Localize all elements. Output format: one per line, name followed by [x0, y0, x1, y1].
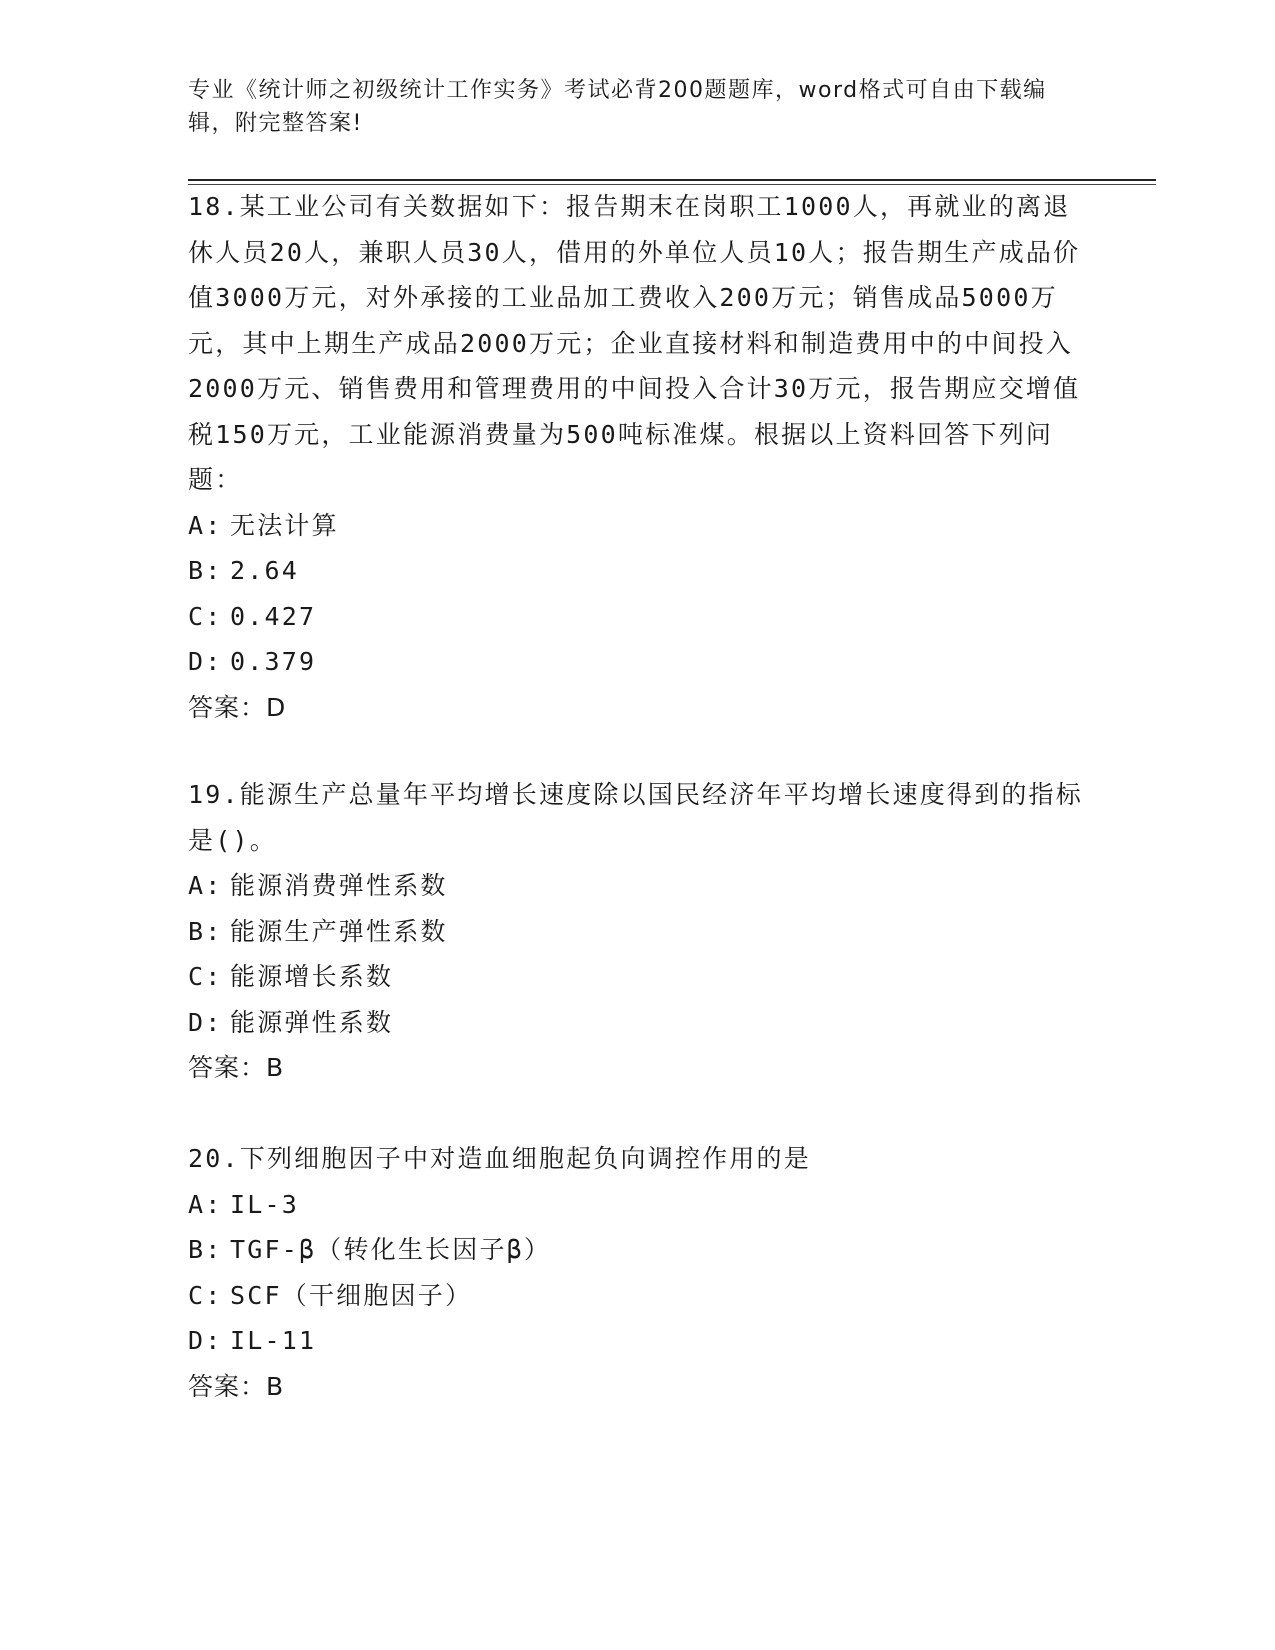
option-text: IL-3 [230, 1189, 300, 1219]
option-text: 无法计算 [230, 510, 339, 540]
option-key: D: [188, 647, 223, 676]
option-d [188, 1318, 1088, 1364]
option-text: IL-11 [230, 1326, 317, 1355]
document-header [188, 74, 1068, 140]
question-18 [188, 184, 1088, 730]
option-text: 能源弹性系数 [230, 1007, 394, 1037]
option-b [188, 548, 1088, 594]
option-text: 0.379 [230, 647, 317, 676]
option-text: 能源消费弹性系数 [230, 871, 448, 900]
option-key: A: [188, 871, 223, 900]
option-a [188, 863, 1088, 909]
option-text: 0.427 [230, 601, 317, 631]
option-c [188, 1273, 1088, 1319]
header-divider-thick [188, 179, 1156, 181]
question-stem: 19.能源生产总量年平均增长速度除以国民经济年平均增长速度得到的指标是()。 [188, 780, 1083, 855]
option-key: C: [188, 962, 223, 991]
question-stem: 18.某工业公司有关数据如下：报告期末在岗职工1000人，再就业的离退休人员20人，兼职人员30人，借用的外单位人员10人；报告期生产成品价值3000万元，对外承接的工业品加工费收入200万元；销售成品5000万元，其中上期生产成品2000万元；企业直接材料和制造费用中的中间投入2000万元、销售费用和管理费用的中间投入合计30万元，报告期应交增值税150万元，工业能源消费量为500吨标准煤。根据以上资料回答下列问题： [188, 192, 1081, 494]
option-c [188, 954, 1088, 1000]
option-key: A: [188, 1189, 223, 1219]
option-key: B: [188, 916, 223, 946]
question-19 [188, 772, 1088, 1091]
option-key: D: [188, 1326, 223, 1355]
answer-line: 答案：D [188, 692, 287, 722]
option-b [188, 1227, 1088, 1273]
option-text: SCF（干细胞因子） [230, 1280, 473, 1310]
question-20 [188, 1136, 1088, 1409]
option-text: TGF-β（转化生长因子β） [230, 1235, 552, 1264]
option-key: C: [188, 1280, 223, 1310]
header-intro-text: 专业《统计师之初级统计工作实务》考试必背200题题库，word格式可自由下载编辑，附完整答案! [188, 78, 1047, 136]
answer-line: 答案：B [188, 1371, 285, 1401]
option-d [188, 639, 1088, 685]
option-key: B: [188, 556, 223, 585]
option-text: 能源生产弹性系数 [230, 916, 448, 946]
option-c [188, 594, 1088, 640]
option-d [188, 1000, 1088, 1046]
option-a [188, 1182, 1088, 1228]
option-key: D: [188, 1007, 223, 1037]
answer-line: 答案：B [188, 1053, 285, 1082]
question-stem: 20.下列细胞因子中对造血细胞起负向调控作用的是 [188, 1144, 811, 1173]
option-a [188, 503, 1088, 549]
option-text: 能源增长系数 [230, 962, 394, 991]
option-b [188, 909, 1088, 955]
option-key: C: [188, 601, 223, 631]
option-key: A: [188, 510, 223, 540]
option-text: 2.64 [230, 556, 300, 585]
option-key: B: [188, 1235, 223, 1264]
